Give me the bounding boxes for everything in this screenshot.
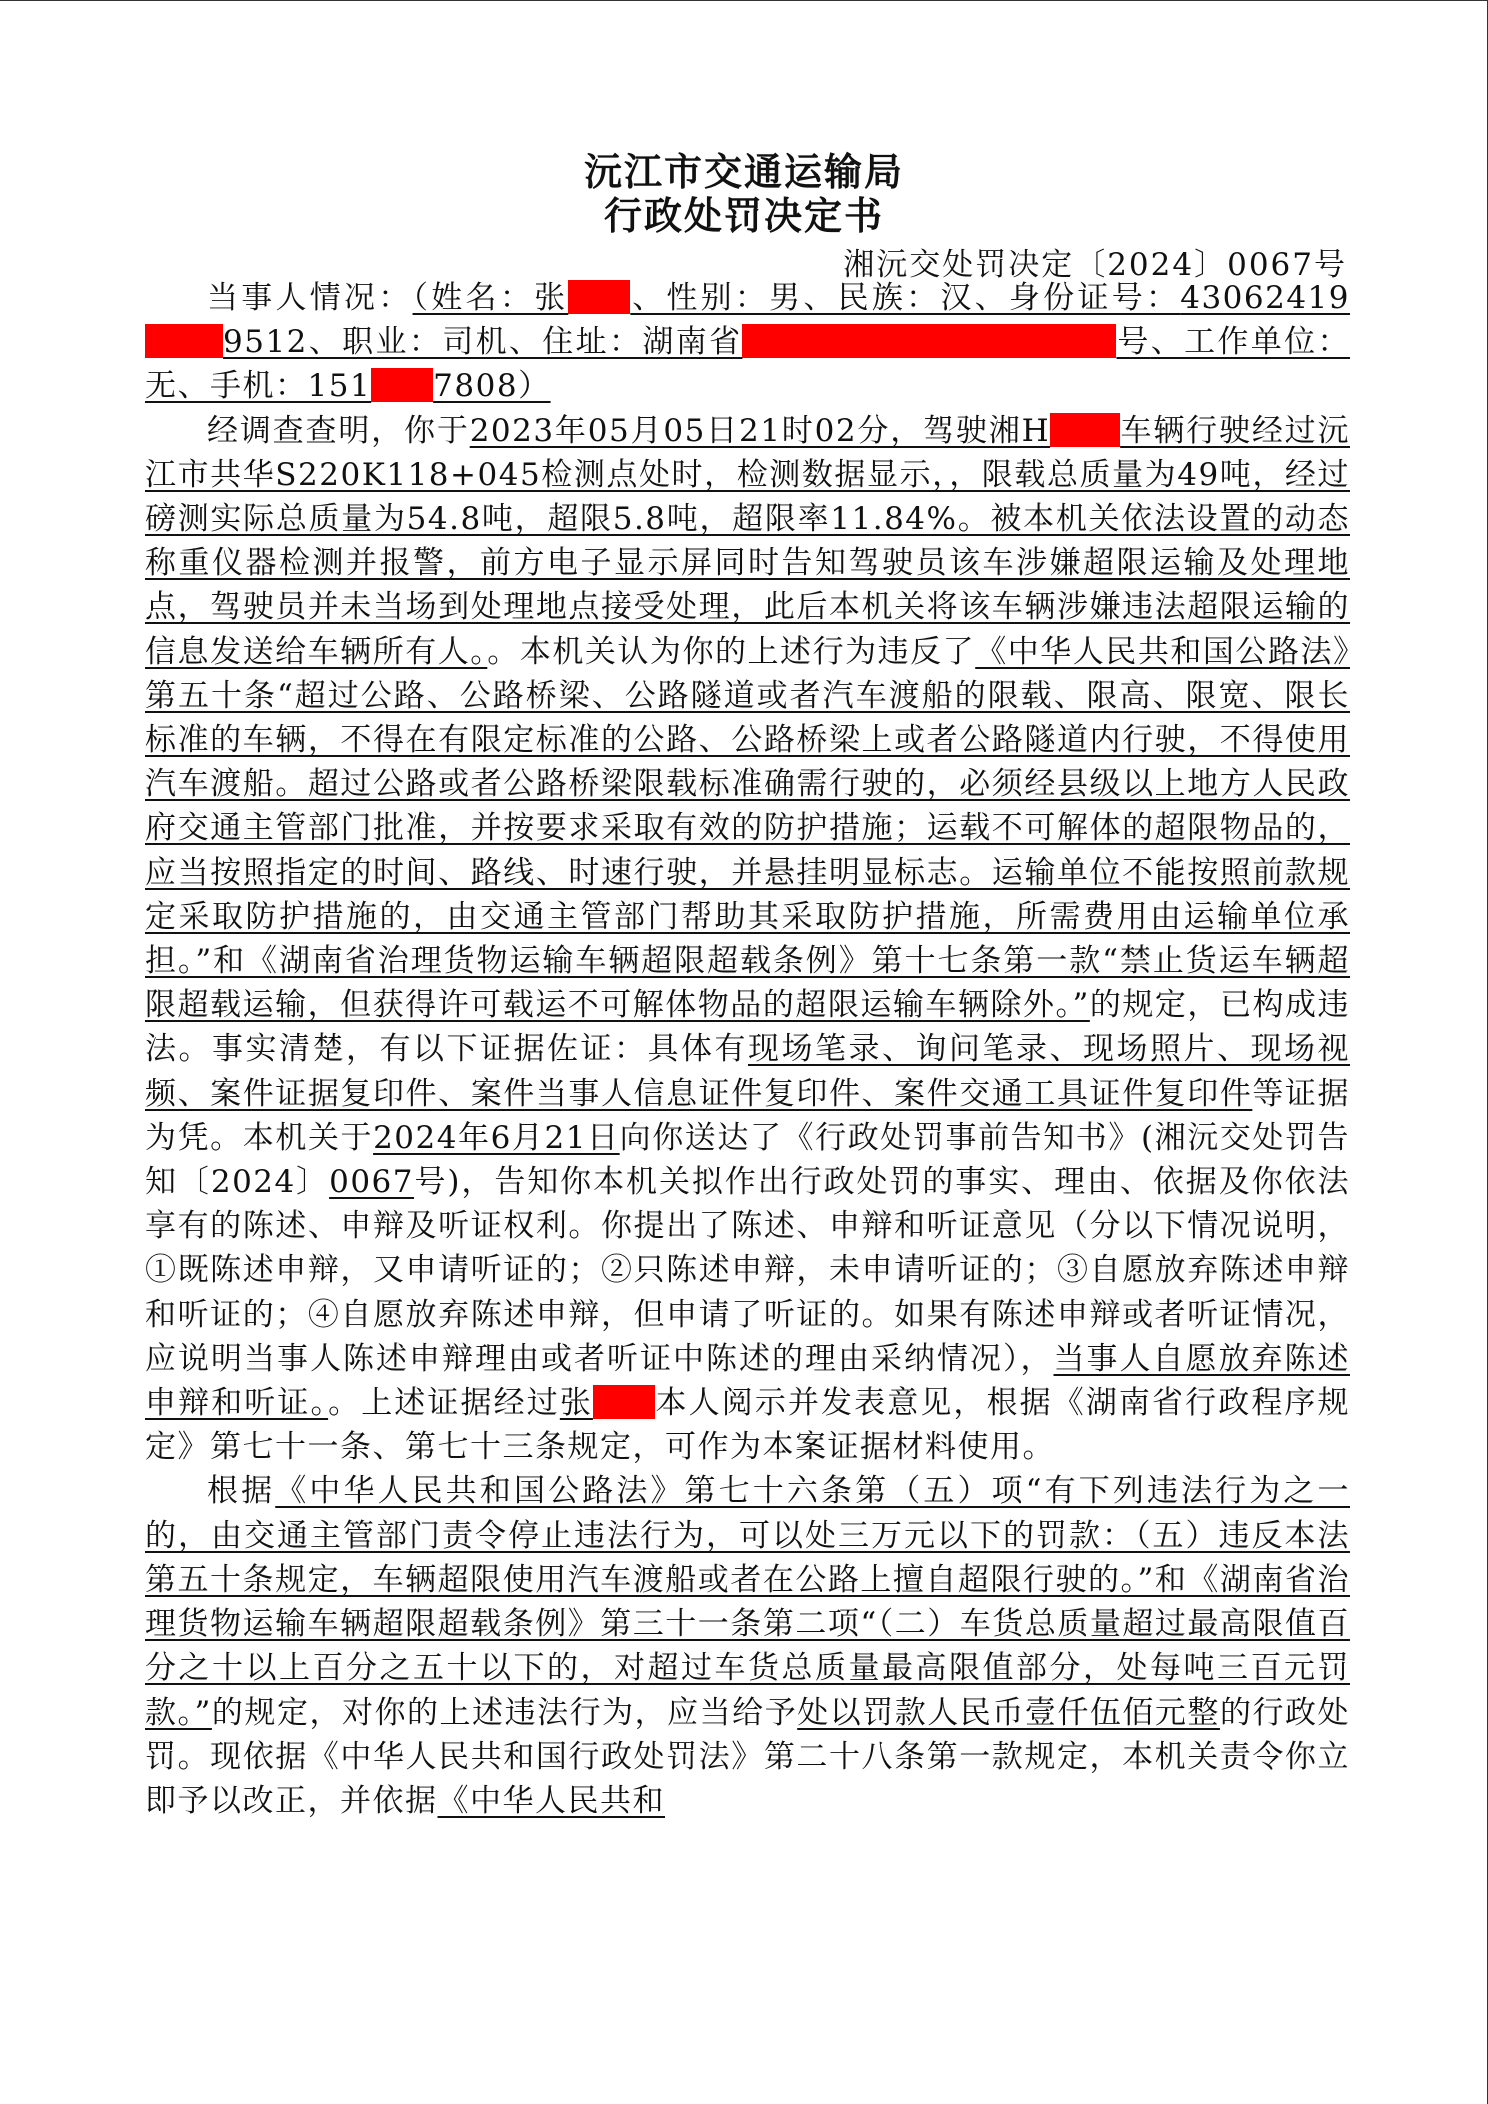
phone-suffix-text: 7808） xyxy=(433,368,551,405)
violated-law-text: 《中华人民共和国公路法》第五十条“超过公路、公路桥梁、公路隧道或者汽车渡船的限载、限高、限宽、限长标准的车辆，不得在有限定标准的公路、公路桥梁上或者公路隧道内行驶，不得使用汽车渡船。超过公路或者公路桥梁限载标准确需行驶的，必须经县级以上地方人民政府交通主管部门批准，并按要求采取有效的防护措施；运载不可解体的超限物品的，应当按照指定的时间、路线、时速行驶，并悬挂明显标志。运输单位不能按照前款规定采取防护措施的，由交通主管部门帮助其采取防护措施，所需费用由运输单位承担。”和《湖南省治理货物运输车辆超限超载条例》第十七条第一款“禁止货运车辆超限超载运输，但获得许可载运不可解体物品的超限运输车辆除外。” xyxy=(145,633,1350,1024)
redaction-block xyxy=(593,1385,655,1419)
text-segment: 经调查查明，你于 xyxy=(207,412,470,449)
redaction-block xyxy=(371,368,433,402)
text-segment: 。上述证据经过 xyxy=(328,1385,560,1422)
redaction-block xyxy=(1050,413,1120,447)
text-segment: 的规定，对你的上述违法行为，应当给予 xyxy=(211,1694,798,1731)
text-segment: 等证据为凭。本机关于 xyxy=(145,1075,1350,1156)
notice-number: 0067 xyxy=(329,1164,415,1201)
address-suffix-text: 号 xyxy=(1116,324,1151,361)
party-name-underlined xyxy=(560,1385,655,1421)
text-segment: 。本机关认为你的上述行为违反了 xyxy=(487,633,976,670)
text-segment: 车辆行驶经过沅江市共华S220K118+045检测点处时，检测数据显示，，限载总质量为49吨，经过磅测实际总质量为54.8吨，超限5.8吨，超限率11.84%。被本机关依法设置的动态称重仪器检测并报警，前方电子显示屏同时告知驾驶员该车涉嫌超限运输及处理地点，驾驶员并未当场到处理地点接受处理，此后本机关将该车辆涉嫌违法超限运输的信息发送给车辆所有人。 xyxy=(145,412,1351,670)
text-segment: 的行政处罚。现依据《中华人民共和国行政处罚法》第二十八条第一款规定，本机关责令你立即予以改正，并依据 xyxy=(145,1694,1351,1819)
document-title: 行政处罚决定书 xyxy=(603,193,884,238)
redaction-block xyxy=(1060,324,1116,358)
penalty-law-text: 《中华人民共和国公路法》第七十六条第（五）项“有下列违法行为之一的，由交通主管部门责令停止违法行为，可以处三万元以下的罚款：（五）违反本法第五十条规定，车辆超限使用汽车渡船或者在公路上擅自超限行驶的。”和《湖南省治理货物运输车辆超限超载条例》第三十一条第二项“（二）车货总质量超过最高限值百分之十以上百分之五十以下的，对超过车货总质量最高限值部分，处每吨三百元罚款。” xyxy=(145,1473,1350,1731)
document-number: 湘沅交处罚决定〔2024〕0067号 xyxy=(843,247,1347,283)
text-segment: 根据 xyxy=(207,1473,276,1510)
text-segment: 张 xyxy=(559,1385,593,1422)
document-body xyxy=(145,276,1350,1823)
agency-title: 沅江市交通运输局 xyxy=(583,149,904,194)
incident-details xyxy=(145,413,1350,670)
evidence-list: 现场笔录、询问笔录、现场照片、现场视频、案件证据复印件、案件当事人信息证件复印件、案件交通工具证件复印件 xyxy=(145,1031,1350,1112)
id-suffix-text: 9512 xyxy=(223,324,308,361)
redaction-block xyxy=(568,280,630,314)
penalty-paragraph xyxy=(145,1469,1350,1823)
party-name-text: （姓名：张 xyxy=(412,280,569,316)
text-segment: 本人阅示并发表意见，根据《湖南省行政程序规定》第七十一条、第七十三条规定，可作为本案证据材料使用。 xyxy=(145,1385,1351,1466)
party-info-label: 当事人情况： xyxy=(207,280,413,316)
investigation-paragraph xyxy=(145,409,1350,1470)
job-address-text: 、职业：司机、住址：湖南省 xyxy=(307,324,743,361)
text-segment: 号)，告知你本机关拟作出行政处罚的事实、理由、依据及你依法享有的陈述、申辩及听证权利。你提出了陈述、申辩和听证意见（分以下情况说明，①既陈述申辩，又申请听证的；②只陈述申辩，未申请听证的；③自愿放弃陈述申辩和听证的；④自愿放弃陈述申辩，但申请了听证的。如果有陈述申辩或者听证情况，应说明当事人陈述申辩理由或者听证中陈述的理由采纳情况）， xyxy=(145,1164,1350,1377)
party-info-paragraph xyxy=(145,276,1350,409)
text-segment: 2023年05月05日21时02分，驾驶湘H xyxy=(469,412,1051,449)
id-prefix-text: 43062419 xyxy=(1180,280,1351,316)
work-phone-text: 、工作单位：无、手机：151 xyxy=(145,324,1351,405)
redaction-block xyxy=(742,324,1060,358)
text-segment: 的规定，已构成违法。事实清楚，有以下证据佐证：具体有 xyxy=(145,987,1350,1068)
statement-result: 当事人自愿放弃陈述申辩和听证。 xyxy=(145,1340,1350,1422)
text-segment: 向你送达了《行政处罚事前告知书》(湘沅交处罚告知〔2024〕 xyxy=(145,1119,1351,1201)
redaction-block xyxy=(145,324,223,358)
continued-law-reference: 《中华人民共和 xyxy=(437,1782,665,1819)
party-gender-text: 、性别：男、民族：汉、身份证号： xyxy=(630,280,1181,316)
penalty-amount: 处以罚款人民币壹仟伍佰元整 xyxy=(797,1694,1220,1731)
notice-date: 2024年6月21日 xyxy=(373,1119,620,1156)
